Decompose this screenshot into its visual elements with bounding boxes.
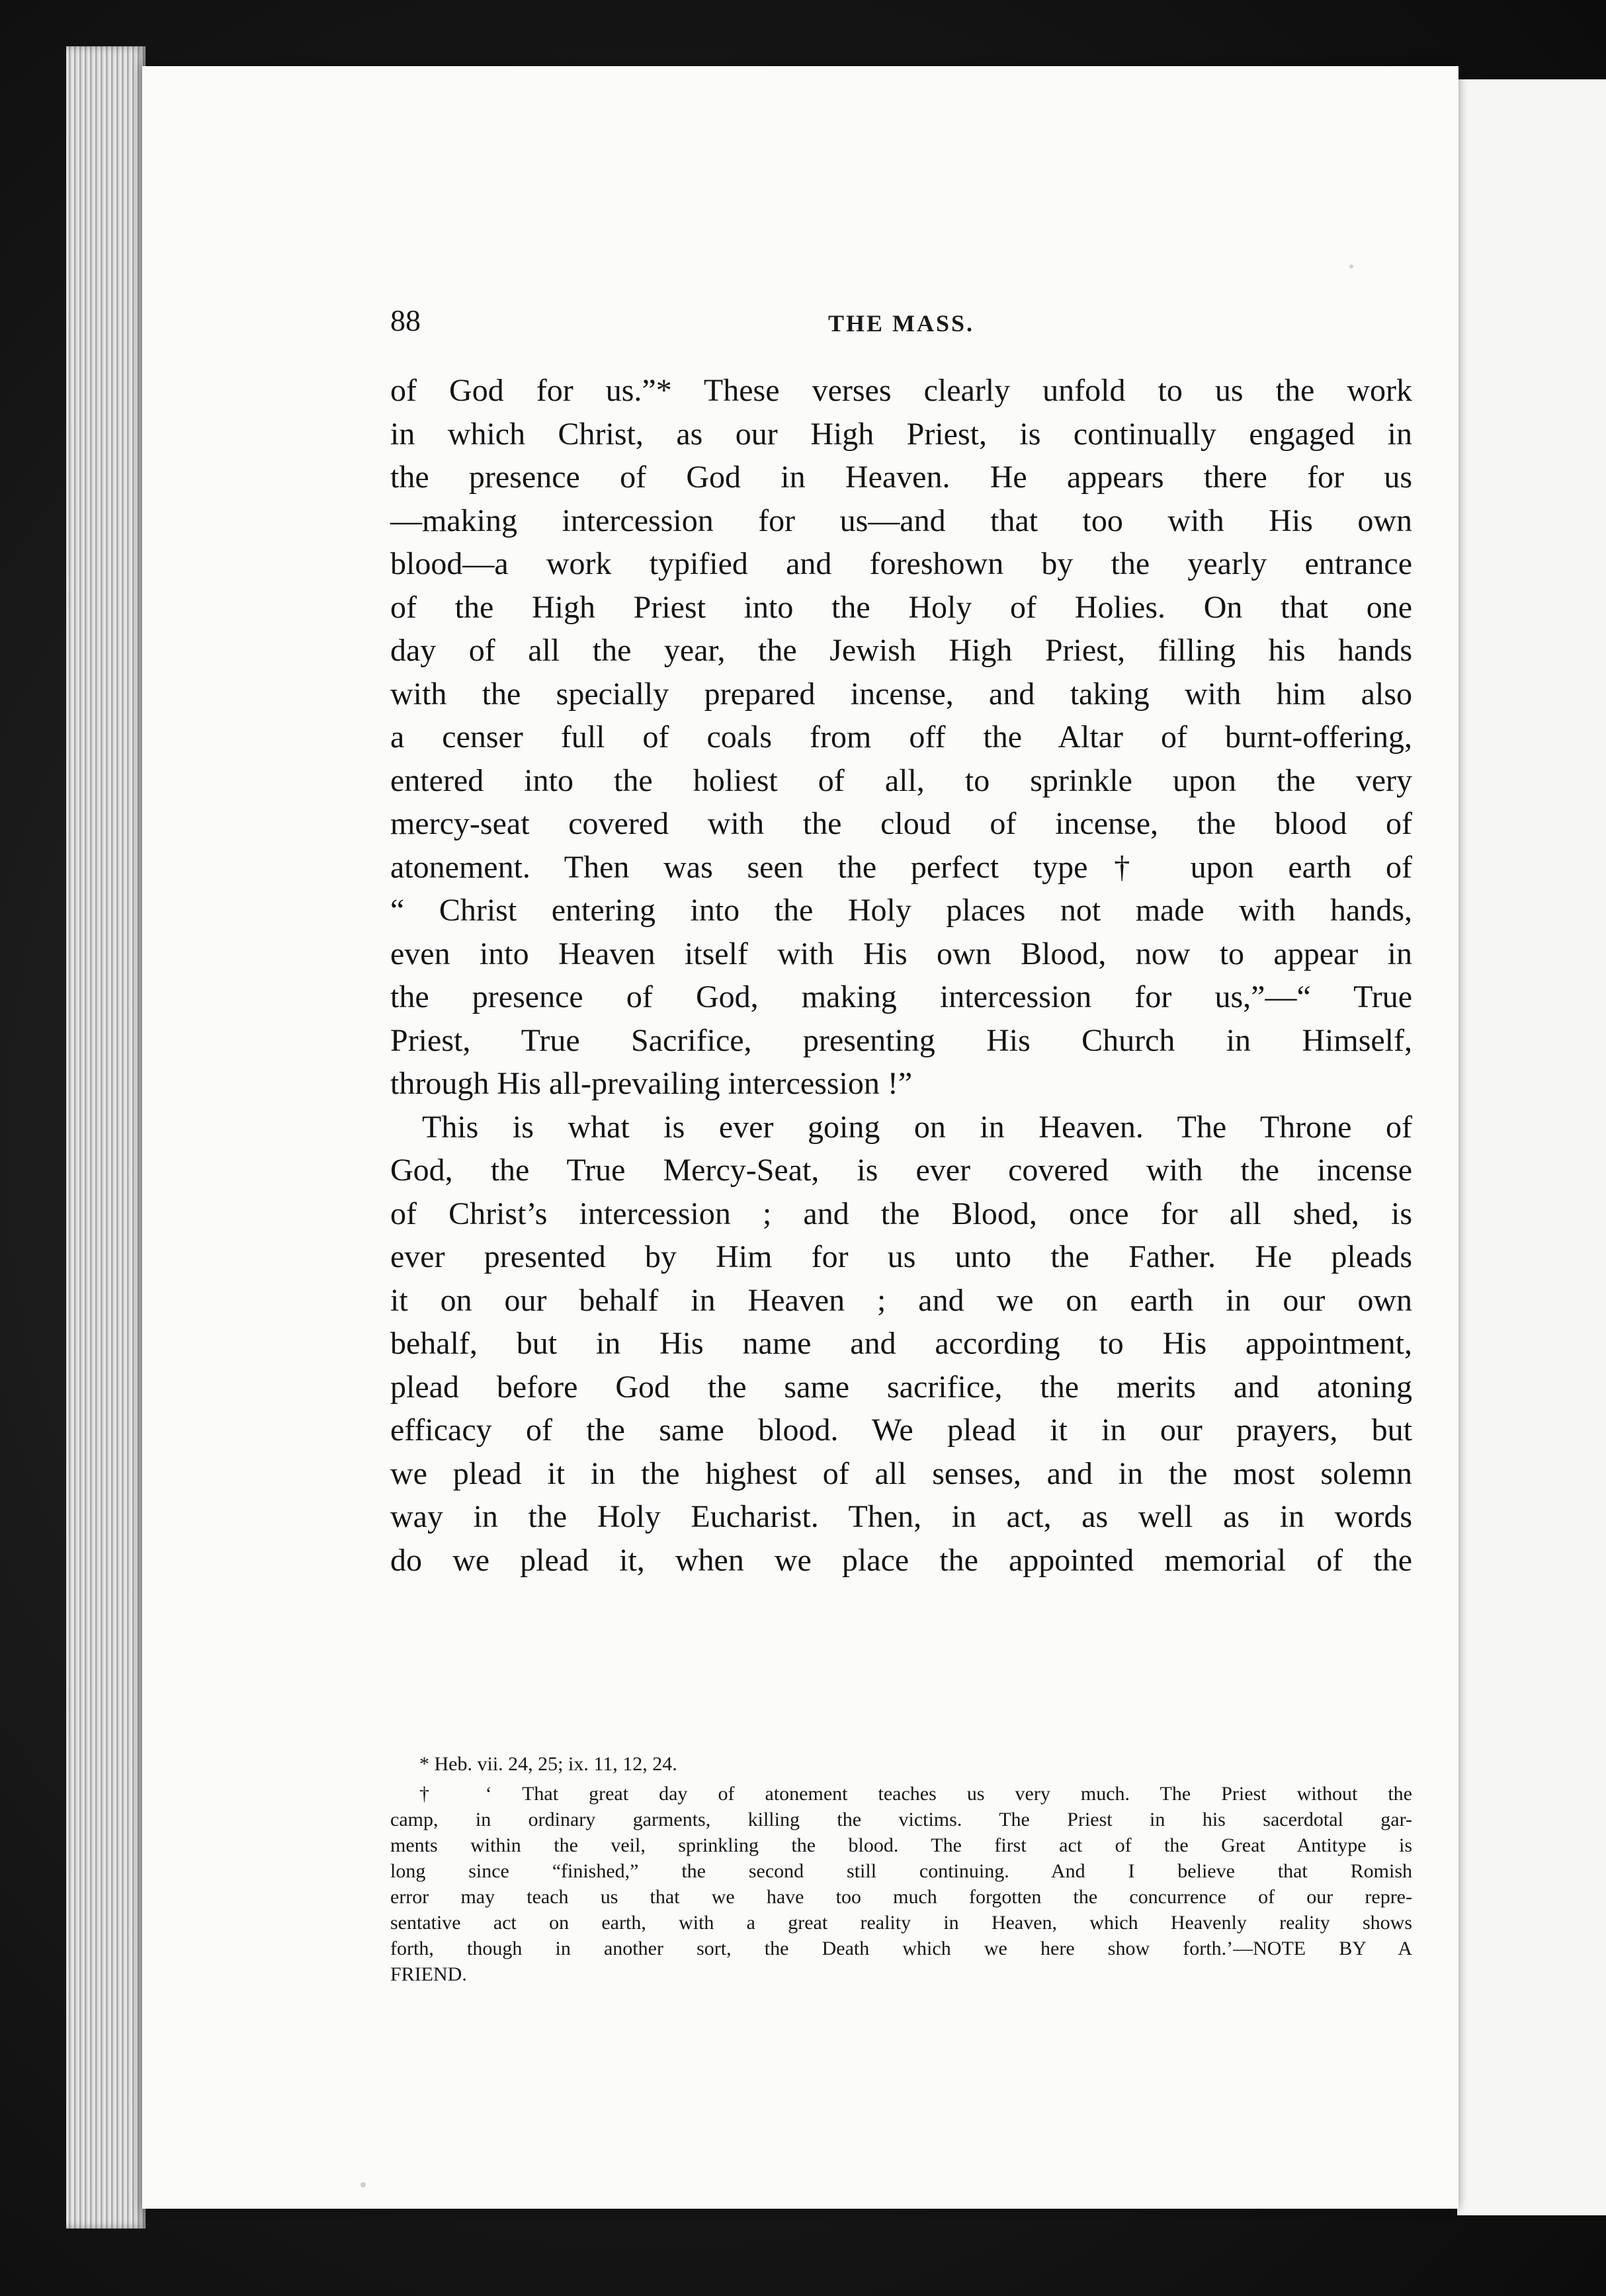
body-text (390, 369, 1412, 1582)
body-line: the presence of God in Heaven. He appears there for us (390, 460, 1412, 495)
footnote-line: FRIEND. (390, 1963, 467, 1985)
footnote-reference: * Heb. vii. 24, 25; ix. 11, 12, 24. (419, 1753, 677, 1775)
body-line: —making intercession for us—and that too with His own (390, 503, 1412, 538)
body-line: God, the True Mercy-Seat, is ever covered with the incense (390, 1153, 1412, 1188)
body-line: a censer full of coals from off the Altar of burnt-offering, (390, 719, 1412, 755)
body-line: of God for us.”* These verses clearly unfold to us the work (390, 373, 1412, 408)
book-page-edges (66, 46, 146, 2229)
footnote-line: long since “finished,” the second still continuing. And I believe that Romish (390, 1860, 1412, 1882)
footnote-line: sentative act on earth, with a great reality in Heaven, which Heavenly reality shows (390, 1912, 1412, 1934)
body-line: with the specially prepared incense, and taking with him also (390, 676, 1412, 712)
footnote-line: error may teach us that we have too much forgotten the concurrence of our repre- (390, 1886, 1412, 1908)
body-line: it on our behalf in Heaven ; and we on earth in our own (390, 1282, 1412, 1318)
body-line: This is what is ever going on in Heaven. The Throne of (422, 1109, 1412, 1145)
body-line: Priest, True Sacrifice, presenting His Church in Himself, (390, 1022, 1412, 1058)
scan-speck (360, 2182, 366, 2188)
footnote-line: ments within the veil, sprinkling the blood. The first act of the Great Antitype is (390, 1834, 1412, 1856)
body-line: do we plead it, when we place the appointed memorial of the (390, 1542, 1412, 1578)
body-line: “ Christ entering into the Holy places not made with hands, (390, 893, 1412, 928)
page-number: 88 (390, 304, 421, 337)
body-line: efficacy of the same blood. We plead it in our prayers, but (390, 1413, 1412, 1448)
footnotes (390, 1751, 1412, 1987)
footnote-line: camp, in ordinary garments, killing the victims. The Priest in his sacerdotal gar- (390, 1809, 1412, 1830)
body-line: blood—a work typified and foreshown by the yearly entrance (390, 546, 1412, 581)
facing-page (1457, 79, 1606, 2215)
body-line: we plead it in the highest of all senses, and in the most solemn (390, 1456, 1412, 1491)
body-line: mercy-seat covered with the cloud of incense, the blood of (390, 806, 1412, 841)
body-line: ever presented by Him for us unto the Father. He pleads (390, 1239, 1412, 1274)
page-header (390, 303, 1412, 356)
body-line: day of all the year, the Jewish High Priest, filling his hands (390, 633, 1412, 668)
body-line: atonement. Then was seen the perfect type† upon earth of (390, 849, 1412, 885)
footnote-line: forth, though in another sort, the Death which we here show forth.’—NOTE BY A (390, 1938, 1412, 1959)
body-line: through His all-prevailing intercession !” (390, 1066, 913, 1101)
scan-speck (1349, 265, 1353, 268)
body-line: the presence of God, making intercession for us,”—“ True (390, 979, 1412, 1014)
body-line: behalf, but in His name and according to His appointment, (390, 1326, 1412, 1361)
running-head: THE MASS. (827, 310, 975, 337)
body-line: entered into the holiest of all, to sprinkle upon the very (390, 762, 1412, 798)
body-line: even into Heaven itself with His own Blood, now to appear in (390, 936, 1412, 971)
body-line: plead before God the same sacrifice, the merits and atoning (390, 1369, 1412, 1405)
body-line: of the High Priest into the Holy of Holies. On that one (390, 589, 1412, 625)
body-line: of Christ’s intercession ; and the Blood, once for all shed, is (390, 1196, 1412, 1231)
book-page (142, 66, 1458, 2209)
body-line: way in the Holy Eucharist. Then, in act, as well as in words (390, 1499, 1412, 1534)
body-line: in which Christ, as our High Priest, is continually engaged in (390, 416, 1412, 452)
footnote-line: † ‘ That great day of atonement teaches us very much. The Priest without the (419, 1783, 1412, 1805)
